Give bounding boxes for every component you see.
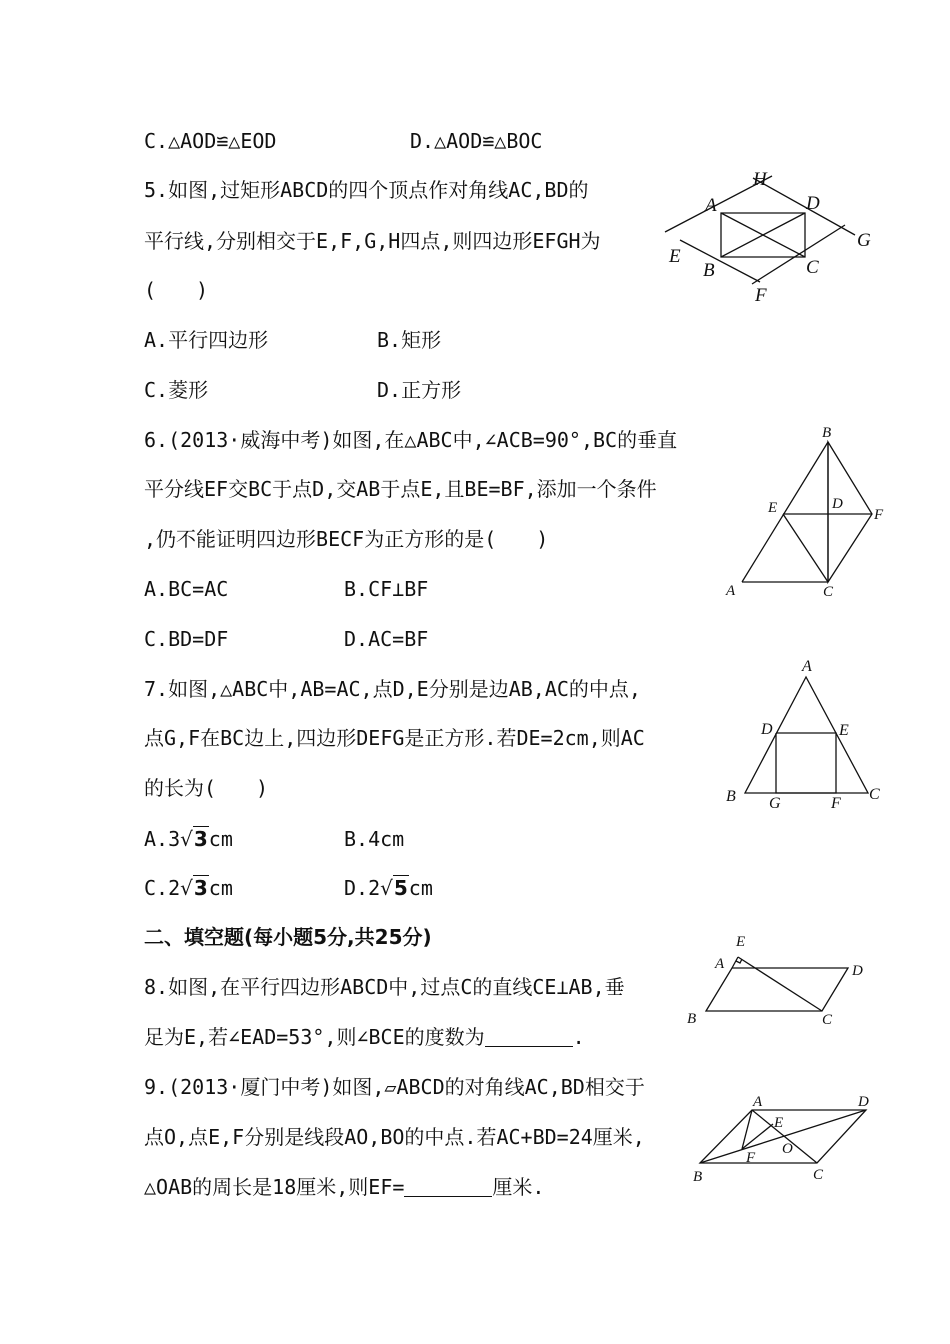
q5-line-hg	[753, 178, 855, 235]
q5-label-a: A	[705, 195, 717, 216]
q8-label-d: D	[852, 963, 863, 979]
q6-option-b: B.CF⊥BF	[344, 577, 429, 601]
q5-option-a: A.平行四边形	[144, 328, 269, 352]
q7-label-e: E	[839, 722, 849, 739]
q6-label-c: C	[823, 584, 834, 600]
q9-answer-blank[interactable]	[404, 1178, 492, 1197]
q5-option-c: C.菱形	[144, 378, 209, 402]
q9-label-f: F	[746, 1150, 756, 1166]
q7-stem-line3: 的长为( )	[144, 776, 269, 800]
q4-option-c: C.△AOD≌△EOD	[144, 129, 277, 153]
q6-label-a: A	[726, 583, 736, 599]
q7-label-f: F	[831, 795, 841, 812]
q5-label-f: F	[755, 285, 767, 306]
q7-square-defg	[776, 733, 836, 793]
q5-option-d: D.正方形	[377, 378, 462, 402]
q5-label-h: H	[753, 169, 767, 190]
q7-label-c: C	[869, 786, 880, 803]
q9-stem-line2: 点O,点E,F分别是线段AO,BO的中点.若AC+BD=24厘米,	[144, 1125, 645, 1149]
q7-label-b: B	[726, 788, 736, 805]
q8-stem-line2: 足为E,若∠EAD=53°,则∠BCE的度数为 .	[144, 1025, 585, 1049]
q6-line-ec	[783, 514, 828, 582]
q8-label-b: B	[687, 1011, 697, 1027]
q9-label-o: O	[782, 1141, 793, 1157]
q6-stem-line1: 6.(2013·威海中考)如图,在△ABC中,∠ACB=90°,BC的垂直	[144, 428, 678, 452]
q8-stem-line1: 8.如图,在平行四边形ABCD中,过点C的直线CE⊥AB,垂	[144, 975, 625, 999]
q8-line-ce	[738, 957, 822, 1011]
q5-option-b: B.矩形	[377, 328, 442, 352]
q9-label-a: A	[753, 1094, 763, 1110]
q6-stem-line3: ,仍不能证明四边形BECF为正方形的是( )	[144, 527, 549, 551]
q5-label-g: G	[857, 230, 871, 251]
q6-label-b: B	[822, 425, 832, 441]
q7-stem-line2: 点G,F在BC边上,四边形DEFG是正方形.若DE=2cm,则AC	[144, 726, 645, 750]
section-title-fill-in: 二、填空题(每小题5分,共25分)	[144, 925, 432, 949]
q9-label-e: E	[774, 1115, 784, 1131]
q5-line-ef	[680, 240, 760, 282]
q7-label-d: D	[761, 721, 773, 738]
q7-option-b: B.4cm	[344, 827, 405, 851]
q9-label-d: D	[858, 1094, 869, 1110]
q5-stem-line1: 5.如图,过矩形ABCD的四个顶点作对角线AC,BD的	[144, 178, 589, 202]
q8-label-c: C	[822, 1012, 833, 1028]
q8-label-a: A	[715, 956, 725, 972]
q6-option-c: C.BD=DF	[144, 627, 229, 651]
q7-option-d: D.2√5cm	[344, 876, 433, 900]
q7-stem-line1: 7.如图,△ABC中,AB=AC,点D,E分别是边AB,AC的中点,	[144, 677, 641, 701]
q7-label-g: G	[769, 795, 781, 812]
q5-stem-line2: 平行线,分别相交于E,F,G,H四点,则四边形EFGH为	[144, 229, 601, 253]
q6-label-e: E	[768, 500, 778, 516]
q9-label-b: B	[693, 1169, 703, 1185]
q6-label-d: D	[832, 496, 843, 512]
q7-option-c: C.2√3cm	[144, 876, 233, 900]
q5-label-d: D	[806, 193, 820, 214]
q6-option-a: A.BC=AC	[144, 577, 229, 601]
q5-label-e: E	[669, 246, 681, 267]
q6-stem-line2: 平分线EF交BC于点D,交AB于点E,且BE=BF,添加一个条件	[144, 477, 657, 501]
q9-label-c: C	[813, 1167, 824, 1183]
q6-triangle-bfc	[828, 442, 872, 582]
q9-stem-line3: △OAB的周长是18厘米,则EF= 厘米.	[144, 1175, 545, 1199]
q9-stem-line1: 9.(2013·厦门中考)如图,▱ABCD的对角线AC,BD相交于	[144, 1075, 645, 1099]
q6-label-f: F	[874, 507, 884, 523]
q4-option-d: D.△AOD≌△BOC	[410, 129, 543, 153]
q5-label-c: C	[806, 257, 819, 278]
q8-answer-blank[interactable]	[485, 1028, 573, 1047]
q8-label-e: E	[736, 934, 746, 950]
q8-parallelogram-abcd	[706, 968, 848, 1011]
q5-label-b: B	[703, 260, 715, 281]
q6-side-ab	[742, 442, 828, 582]
q7-option-a: A.3√3cm	[144, 827, 233, 851]
q5-stem-line3: ( )	[144, 278, 209, 302]
q7-label-a: A	[802, 658, 812, 675]
q8-extension-ae	[732, 957, 738, 968]
q6-option-d: D.AC=BF	[344, 627, 429, 651]
